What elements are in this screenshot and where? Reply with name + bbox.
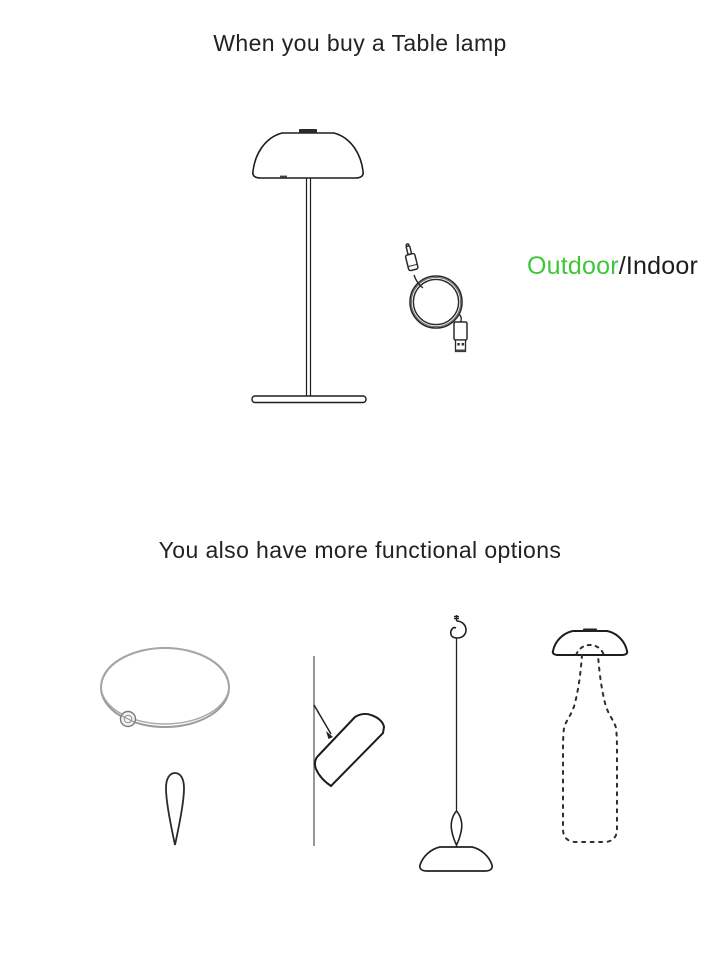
cable-plug <box>403 243 419 271</box>
outdoor-label: Outdoor <box>527 252 619 280</box>
strap-band <box>101 648 229 727</box>
pendant-shade <box>420 847 492 871</box>
carry-strap-icon <box>95 626 245 848</box>
cable-usb-connector <box>454 322 467 352</box>
mount-bracket <box>314 705 331 734</box>
lamp-head-on-bottle <box>553 631 627 655</box>
lamp-shade <box>253 133 363 178</box>
indoor-label: Indoor <box>625 252 698 280</box>
lamp-base <box>252 396 366 403</box>
cable-coil <box>410 276 462 328</box>
lamp-power-button <box>299 129 317 134</box>
lamp-stem <box>307 178 311 396</box>
lamp-charge-port <box>280 176 287 178</box>
bottle-adapter-icon <box>523 613 673 858</box>
ceiling-hook <box>451 615 466 638</box>
pendant-icon <box>404 613 514 875</box>
bottle-outline <box>563 655 617 842</box>
cord-connector <box>451 811 462 845</box>
mode-label <box>527 252 698 281</box>
section2-title: You also have more functional options <box>158 537 562 563</box>
usb-cable-icon <box>393 242 488 360</box>
wall-mount-icon <box>300 648 410 850</box>
strap-clasp <box>121 712 136 727</box>
cord-loop <box>166 773 184 845</box>
table-lamp-icon <box>240 125 380 410</box>
section1-title: When you buy a Table lamp <box>213 30 507 56</box>
mode-separator: / <box>618 252 626 280</box>
